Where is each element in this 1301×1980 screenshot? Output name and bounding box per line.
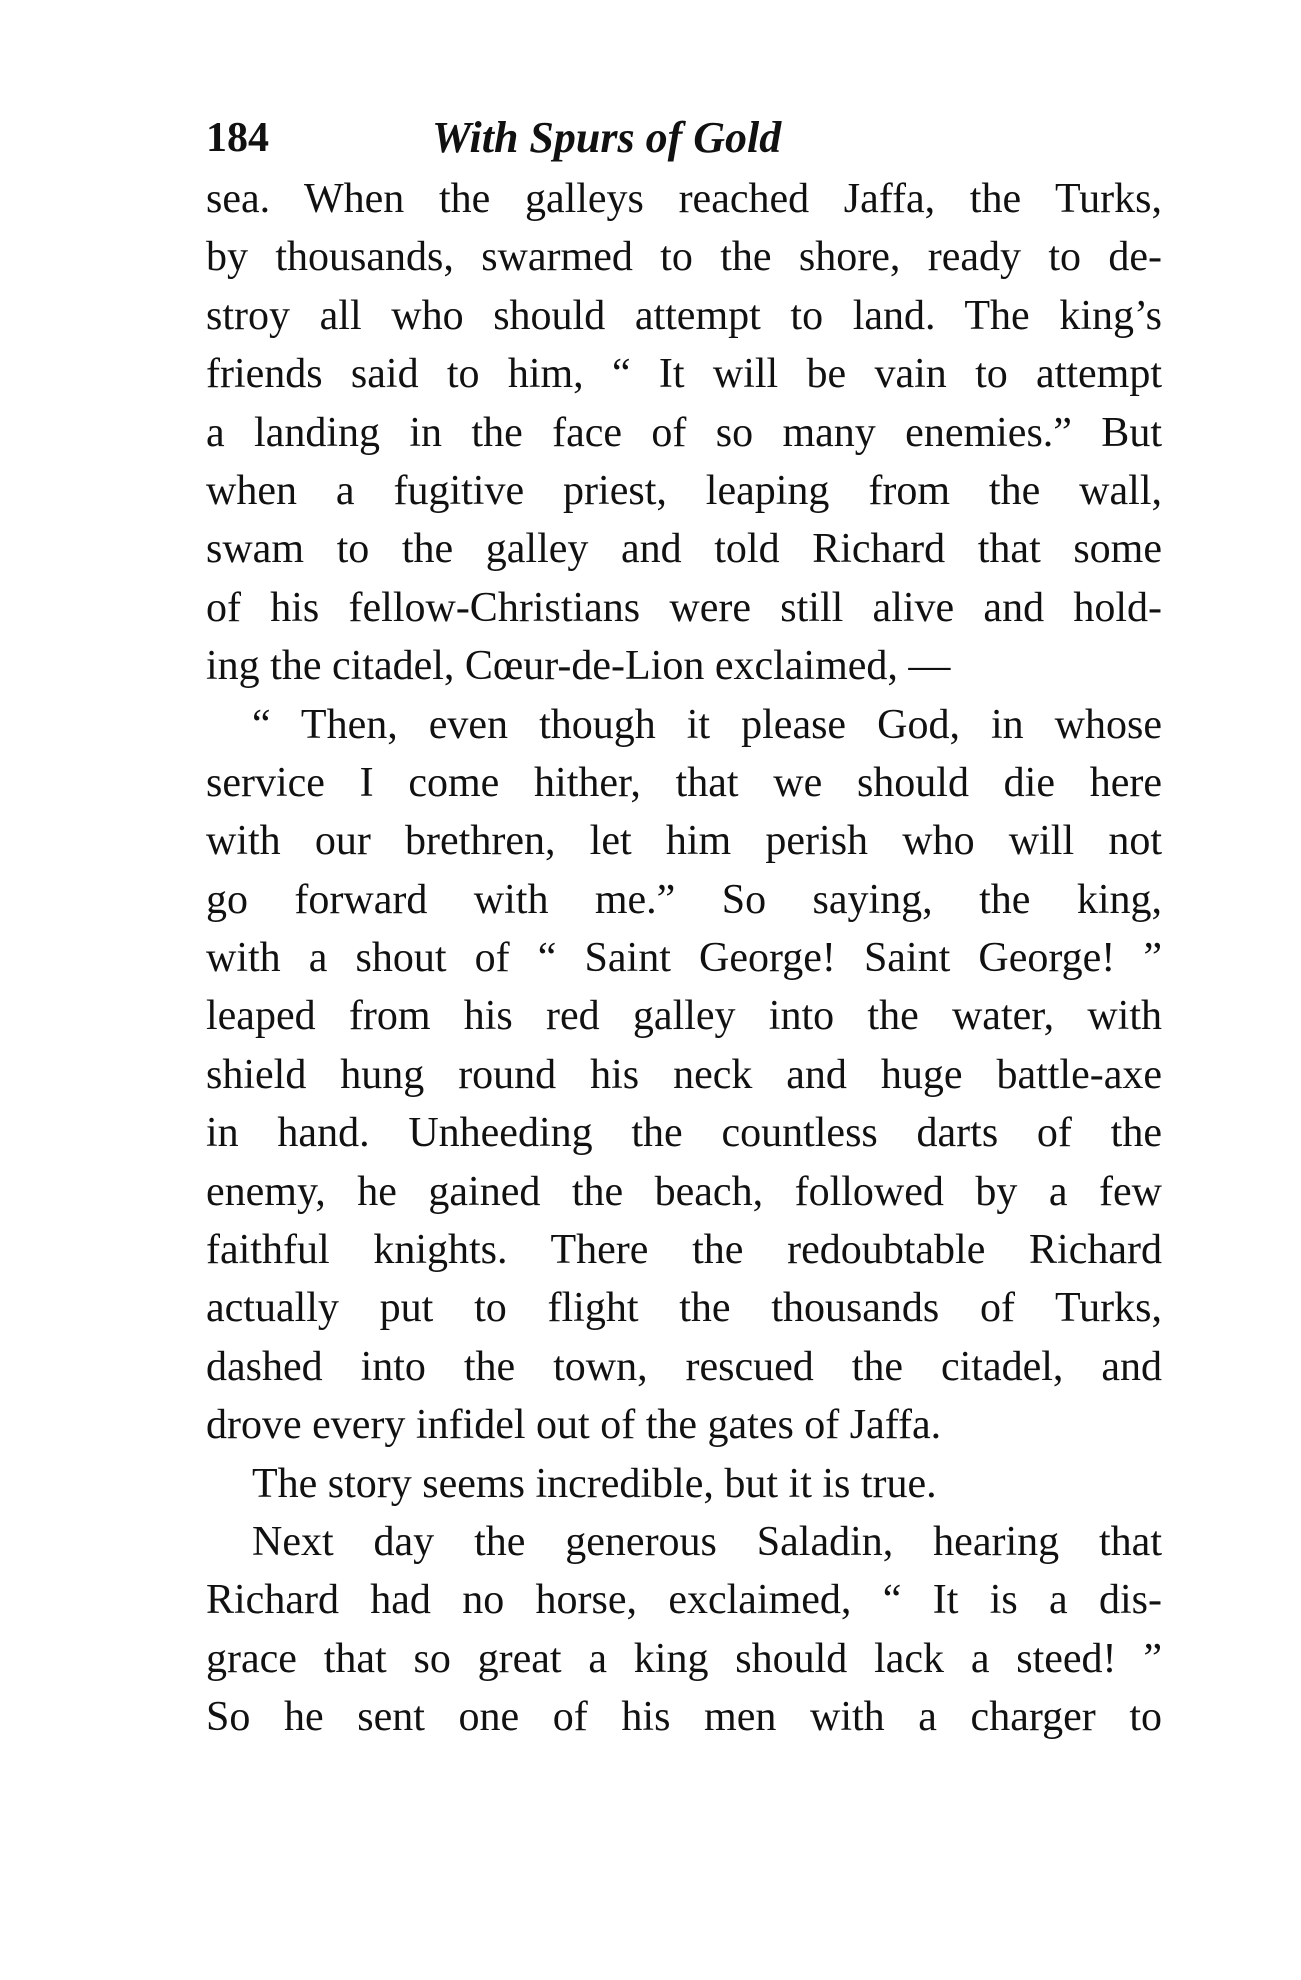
text-line: friends said to him, “ It will be vain to attempt <box>206 351 1162 398</box>
page-number: 184 <box>206 115 269 161</box>
text-line: a landing in the face of so many enemies.” But <box>206 409 1162 456</box>
text-line: swam to the galley and told Richard that some <box>206 526 1162 573</box>
text-line: Next day the generous Saladin, hearing that <box>252 1518 1162 1565</box>
text-line: service I come hither, that we should die here <box>206 759 1162 806</box>
text-line: ing the citadel, Cœur-de-Lion exclaimed, — <box>206 643 951 690</box>
text-line: So he sent one of his men with a charger to <box>206 1694 1162 1741</box>
text-line: The story seems incredible, but it is true. <box>252 1460 937 1507</box>
text-line: “ Then, even though it please God, in whose <box>252 701 1162 748</box>
text-line: stroy all who should attempt to land. The king’s <box>206 292 1162 339</box>
text-line: when a fugitive priest, leaping from the wall, <box>206 467 1162 514</box>
text-line: go forward with me.” So saying, the king, <box>206 876 1162 923</box>
text-line: with our brethren, let him perish who will not <box>206 818 1162 865</box>
running-title: With Spurs of Gold <box>432 113 782 162</box>
text-line: enemy, he gained the beach, followed by a few <box>206 1168 1162 1215</box>
text-line: grace that so great a king should lack a steed! ” <box>206 1635 1162 1682</box>
text-line: drove every infidel out of the gates of Jaffa. <box>206 1402 942 1449</box>
text-line: in hand. Unheeding the countless darts of the <box>206 1110 1162 1157</box>
text-line: by thousands, swarmed to the shore, ready to de- <box>206 234 1162 281</box>
text-line: Richard had no horse, exclaimed, “ It is a dis- <box>206 1577 1162 1624</box>
text-line: of his fellow-Christians were still alive and hold- <box>206 584 1162 631</box>
text-line: with a shout of “ Saint George! Saint George! ” <box>206 935 1162 982</box>
body-text <box>206 170 1162 1747</box>
text-line: faithful knights. There the redoubtable Richard <box>206 1227 1162 1274</box>
text-line: actually put to flight the thousands of Turks, <box>206 1285 1162 1332</box>
text-line: sea. When the galleys reached Jaffa, the Turks, <box>206 176 1162 222</box>
text-line: dashed into the town, rescued the citadel, and <box>206 1343 1162 1390</box>
text-line: leaped from his red galley into the water, with <box>206 993 1162 1040</box>
text-line: shield hung round his neck and huge battle-axe <box>206 1051 1162 1098</box>
running-head <box>206 108 946 168</box>
